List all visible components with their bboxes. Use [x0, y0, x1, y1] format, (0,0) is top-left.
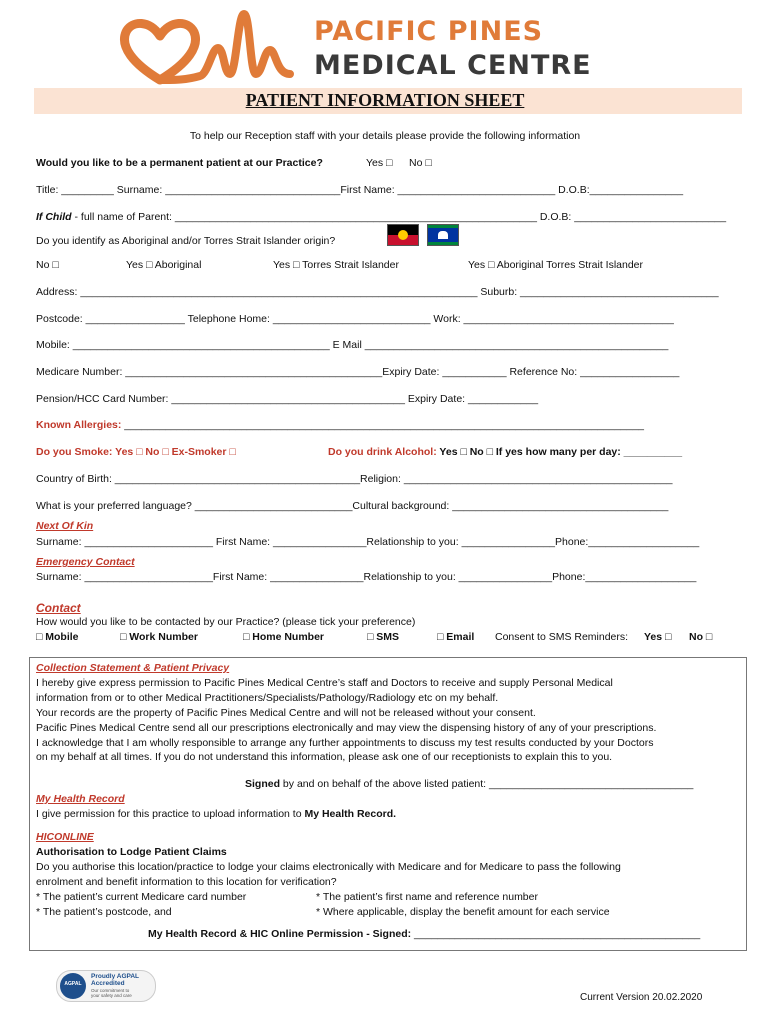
my-health-record-text — [36, 808, 396, 820]
language-row[interactable]: What is your preferred language? ___________________________Cultural background: _____________________________________ — [36, 500, 669, 512]
aboriginal-question: Do you identify as Aboriginal and/or Torres Strait Islander origin? — [36, 235, 336, 247]
contact-email[interactable]: □ Email — [437, 631, 475, 643]
emergency-contact-row[interactable]: Surname: ______________________First Name: ________________Relationship to you: ________________Phone:___________________ — [36, 571, 697, 583]
intro-text: To help our Reception staff with your details please provide the following information — [189, 130, 581, 142]
alcohol-row[interactable] — [328, 446, 682, 458]
medicare-row[interactable]: Medicare Number: ____________________________________________Expiry Date: ___________ Reference No: _________________ — [36, 366, 680, 378]
agpal-line-2: Accredited — [91, 980, 125, 987]
child-label: If Child — [36, 211, 72, 223]
hiconline-subheading: Authorisation to Lodge Patient Claims — [36, 846, 227, 858]
agpal-badge — [56, 970, 156, 1002]
emergency-contact-heading: Emergency Contact — [36, 556, 135, 568]
smoke-row[interactable]: Do you Smoke: Yes □ No □ Ex-Smoker □ — [36, 446, 236, 458]
alcohol-label: Do you drink Alcohol: — [328, 446, 437, 458]
hic-signed-label: My Health Record & HIC Online Permission - Signed: — [148, 928, 412, 940]
alcohol-options[interactable]: Yes □ No □ If yes how many per day: __________ — [436, 446, 683, 458]
hiconline-bullet-4: * Where applicable, display the benefit amount for each service — [316, 906, 610, 918]
child-fields[interactable]: - full name of Parent: ______________________________________________________________ D.O.B: __________________________ — [71, 211, 727, 223]
contact-heading: Contact — [36, 601, 81, 615]
mhr-bold-text: My Health Record. — [304, 808, 397, 820]
privacy-line-4: Pacific Pines Medical Centre send all our prescriptions electronically and may view the dispensing history of any of your prescriptions. — [36, 722, 657, 734]
privacy-line-5: I acknowledge that I am wholly responsible to arrange any further appointments to discuss my test results conducted by your Doctors — [36, 737, 654, 749]
sms-consent-no[interactable]: No □ — [689, 631, 713, 643]
privacy-heading: Collection Statement & Patient Privacy — [36, 662, 230, 674]
contact-home[interactable]: □ Home Number — [243, 631, 325, 643]
privacy-line-1: I hereby give express permission to Pacific Pines Medical Centre’s staff and Doctors to receive and supply Personal Medical — [36, 677, 613, 689]
version-text: Current Version 20.02.2020 — [580, 992, 703, 1003]
hic-signed-line[interactable]: _________________________________________________ — [411, 928, 701, 940]
hic-signature-row[interactable] — [148, 928, 700, 940]
heart-pulse-logo-icon — [112, 8, 297, 88]
postcode-row[interactable]: Postcode: _________________ Telephone Home: ___________________________ Work: ____________________________________ — [36, 313, 674, 325]
torres-strait-flag-icon — [427, 224, 459, 246]
agpal-mark: AGPAL — [64, 981, 82, 987]
address-row[interactable]: Address: ____________________________________________________________________ Suburb: __________________________________ — [36, 286, 719, 298]
signed-line[interactable]: by and on behalf of the above listed patient: ___________________________________ — [280, 778, 694, 790]
option-no[interactable]: No □ — [36, 259, 59, 271]
country-row[interactable]: Country of Birth: __________________________________________Religion: ______________________________________________ — [36, 473, 673, 485]
permanent-no[interactable]: No □ — [409, 157, 432, 169]
option-aboriginal[interactable]: Yes □ Aboriginal — [126, 259, 202, 271]
next-of-kin-heading: Next Of Kin — [36, 520, 94, 532]
my-health-record-heading: My Health Record — [36, 793, 125, 805]
hiconline-bullet-3: * The patient’s postcode, and — [36, 906, 172, 918]
hiconline-bullet-2: * The patient’s first name and reference number — [316, 891, 538, 903]
agpal-line-3: Our commitment to — [91, 988, 130, 993]
signature-row[interactable] — [245, 778, 693, 790]
sms-consent-yes[interactable]: Yes □ — [644, 631, 672, 643]
child-row[interactable] — [36, 211, 726, 223]
brand-line-1: PACIFIC PINES — [314, 16, 544, 47]
option-both[interactable]: Yes □ Aboriginal Torres Strait Islander — [468, 259, 644, 271]
contact-mobile[interactable]: □ Mobile — [36, 631, 79, 643]
allergies-label: Known Allergies: — [36, 419, 122, 431]
allergies-line[interactable]: _________________________________________________________________________________________ — [121, 419, 645, 431]
mhr-permission-text: I give permission for this practice to upload information to — [36, 808, 305, 820]
contact-work[interactable]: □ Work Number — [120, 631, 198, 643]
hiconline-heading: HICONLINE — [36, 831, 94, 843]
agpal-line-4: your safety and care — [91, 993, 132, 998]
option-torres-strait[interactable]: Yes □ Torres Strait Islander — [273, 259, 399, 271]
permanent-question: Would you like to be a permanent patient at our Practice? — [36, 157, 323, 169]
agpal-line-1: Proudly AGPAL — [91, 973, 140, 980]
hiconline-line-2: enrolment and benefit information to this location for verification? — [36, 876, 337, 888]
next-of-kin-row[interactable]: Surname: ______________________ First Name: ________________Relationship to you: ________________Phone:___________________ — [36, 536, 700, 548]
privacy-line-2: information from or to other Medical Practitioners/Specialists/Pathology/Radiology etc on my behalf. — [36, 692, 499, 704]
page-title: PATIENT INFORMATION SHEET — [245, 90, 525, 110]
title-row[interactable]: Title: _________ Surname: ______________________________First Name: ___________________________ D.O.B:________________ — [36, 184, 684, 196]
permanent-yes[interactable]: Yes □ — [366, 157, 393, 169]
contact-question: How would you like to be contacted by our Practice? (please tick your preference) — [36, 616, 416, 628]
hiconline-line-1: Do you authorise this location/practice to lodge your claims electronically with Medicare and for Medicare to pass the following — [36, 861, 621, 873]
mobile-row[interactable]: Mobile: ____________________________________________ E Mail ____________________________________________________ — [36, 339, 669, 351]
pension-row[interactable]: Pension/HCC Card Number: ________________________________________ Expiry Date: ____________ — [36, 393, 539, 405]
contact-sms[interactable]: □ SMS — [367, 631, 400, 643]
sms-consent-label: Consent to SMS Reminders: — [495, 631, 629, 643]
brand-line-2: MEDICAL CENTRE — [314, 50, 592, 81]
hiconline-bullet-1: * The patient’s current Medicare card number — [36, 891, 247, 903]
privacy-line-6: on my behalf at all times. If you do not understand this information, please ask one of our receptionists to explain this to you. — [36, 751, 613, 763]
signed-label: Signed — [245, 778, 281, 790]
aboriginal-flag-icon — [387, 224, 419, 246]
allergies-row[interactable] — [36, 419, 644, 431]
privacy-line-3: Your records are the property of Pacific Pines Medical Centre and will not be released without your consent. — [36, 707, 536, 719]
